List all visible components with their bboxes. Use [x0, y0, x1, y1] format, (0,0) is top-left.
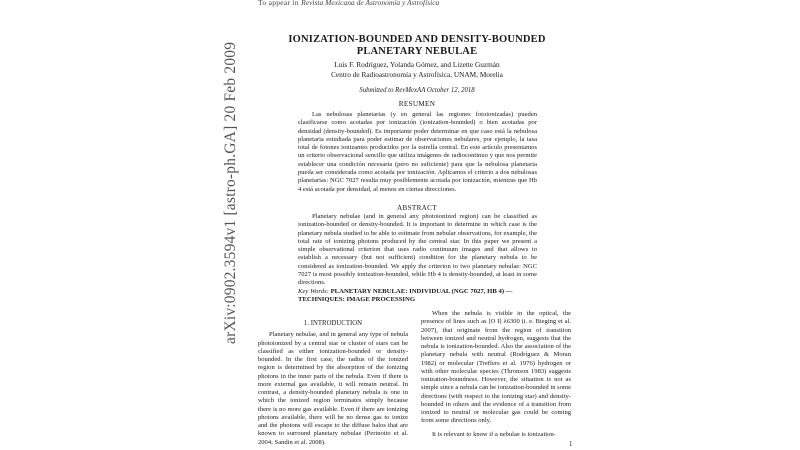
keywords	[298, 288, 543, 305]
abstract-text: Planetary nebulae (and in general any photoionized region) can be classified as ionization-bounded or density-bounded. It is important to determine in which case is the planetary nebula studied to be able to estimate from nebular observations, for example, the total rate of ionizing photons produced by the central star. In this paper we present a simple observational criterion that uses radio continuum images and that allows to establish a necessary (but not sufficient) condition for the planetary nebula to be considered as ionization-bounded. We apply the criterion to two planetary nebulae: NGC 7027 is most possibly ionization-bounded, while Hb 4 is density-bounded, at least in some directions.	[298, 213, 537, 287]
resumen-text: Las nebulosas planetarias (y en general las regiones fotoionizadas) pueden clasificarse como acotadas por ionización (ionization-bounded) o bien acotadas por densidad (density-bounded). Es importante poder determinar en que caso está la nebulosa planetaria estudiada para poder estimar de observaciones nebulares, por ejemplo, la tasa total de fotones ionizantes producidos por la estrella central. En este artículo presentamos un criterio observacional sencillo que utiliza imágenes de radiocontinuo y que nos permite establecer una condición necesaria (pero no suficiente) para que la nebulosa planetaria pueda ser considerada como acotada por ionización. Aplicamos el criterio a dos nebulosas planetarias: NGC 7027 resulta muy posiblemente acotada por ionización, mientras que Hb 4 está acotada por densidad, al menos en ciertas direcciones.	[298, 111, 537, 193]
left-column	[258, 320, 408, 447]
affiliation: Centro de Radioastronomía y Astrofísica, UNAM, Morelia	[331, 70, 503, 79]
paper-title: IONIZATION-BOUNDED AND DENSITY-BOUNDED PLANETARY NEBULAE	[288, 34, 546, 57]
page-number: 1	[569, 440, 573, 448]
authors: Luis F. Rodríguez, Yolanda Gómez, and Lizette Guzmán	[334, 60, 500, 69]
introduction-paragraph: Planetary nebulae, and in general any type of nebula photoionized by a central star or cluster of stars can be classified as either ionization-bounded or density-bounded. In the first case, the radius of the ionized region is determined by the absorption of the ionizing photons in the inner parts of the nebula. Even if there is more external gas available, it will remain neutral. In contrast, a density-bounded planetary nebula is one in which the ionized region terminates simply because there is no more gas available. Even if there are ionizing photons available, there will be no dense gas to ionize and the photons will escape to the diffuse halos that are known to surround planetary nebulae (Perinotto et al. 2004; Sandin et al. 2008).	[258, 331, 408, 446]
keywords-values: PLANETARY NEBULAE: INDIVIDUAL (NGC 7027, HB 4) — TECHNIQUES: IMAGE PROCESSING	[298, 288, 513, 304]
submission-note: Submitted to RevMexAA October 12, 2018	[359, 87, 475, 94]
abstract-heading: ABSTRACT	[397, 204, 437, 212]
running-head-journal: Revista Mexicana de Astronomía y Astrofísica	[301, 0, 440, 7]
arxiv-stamp: arXiv:0902.3594v1 [astro-ph.GA] 20 Feb 2009	[222, 41, 239, 344]
resumen-heading: RESUMEN	[398, 100, 436, 108]
right-column	[421, 310, 571, 439]
right-paragraph-2: It is relevant to know if a nebulae is ionization-	[432, 430, 556, 438]
keywords-label: Key Words:	[298, 288, 329, 295]
right-paragraph-1: When the nebula is visible in the optical, the presence of lines such as [O I] λ6300 (i. e. Bieging et al. 2007), that originate from the region of transition between ionized and neutral hydrogen, suggests that the nebula is ionization-bounded. Also the association of the planetary nebula with neutral (Rodríguez & Moran 1982) or molecular (Treffers et al. 1976) hydrogen or with other molecular species (Thronson 1983) suggests ionization-boundness. However, the situation is not as simple since a nebula can be ionization-bounded in some directions (with respect to the ionizing star) and density-bounded in others and the evidence of a transition from ionized to neutral or molecular gas could be coming from some directions only.	[421, 310, 571, 425]
introduction-heading: 1. INTRODUCTION	[303, 320, 363, 327]
running-head	[258, 0, 439, 7]
running-head-prefix: To appear in	[258, 0, 299, 7]
